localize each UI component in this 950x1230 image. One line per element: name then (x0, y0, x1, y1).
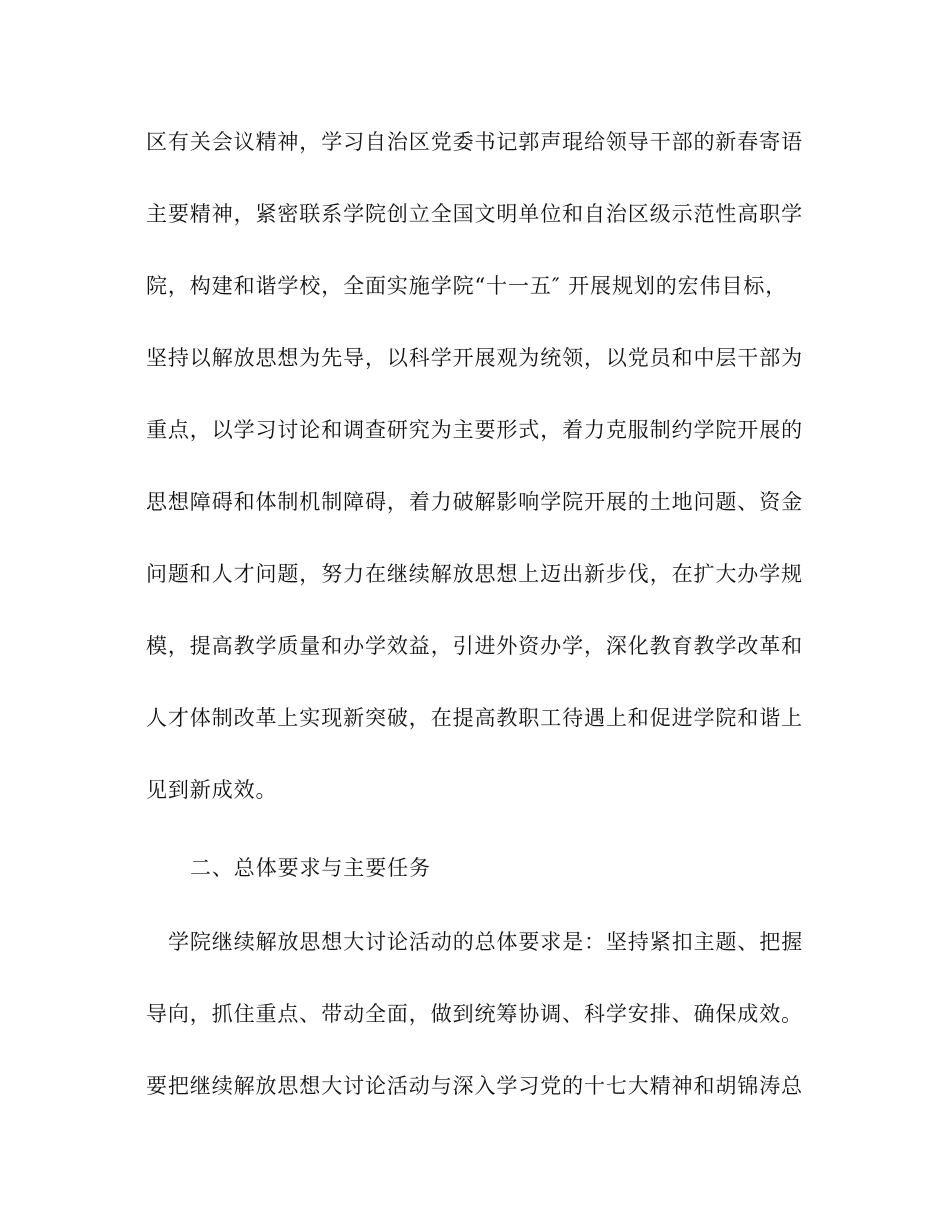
body-text-line: 模，提高教学质量和办学效益，引进外资办学，深化教育教学改革和 (146, 634, 803, 658)
body-text-line: 院，构建和谐学校，全面实施学院“十一五″ 开展规划的宏伟目标， (146, 274, 788, 298)
body-text-line: 导向，抓住重点、带动全面，做到统筹协调、科学安排、确保成效。 (146, 1002, 803, 1026)
body-text-line: 学院继续解放思想大讨论活动的总体要求是：坚持紧扣主题、把握 (168, 930, 804, 954)
body-text-line: 区有关会议精神，学习自治区党委书记郭声琨给领导干部的新春寄语 (146, 130, 803, 154)
body-text-line: 主要精神，紧密联系学院创立全国文明单位和自治区级示范性高职学 (146, 202, 803, 226)
body-text-line: 坚持以解放思想为先导，以科学开展观为统领，以党员和中层干部为 (146, 346, 803, 370)
section-heading: 二、总体要求与主要任务 (190, 856, 431, 880)
body-text-line: 问题和人才问题，努力在继续解放思想上迈出新步伐，在扩大办学规 (146, 562, 803, 586)
body-text-line: 人才体制改革上实现新突破，在提高教职工待遇上和促进学院和谐上 (146, 706, 803, 730)
body-text-line: 要把继续解放思想大讨论活动与深入学习党的十七大精神和胡锦涛总 (146, 1074, 803, 1098)
body-text-line: 思想障碍和体制机制障碍，着力破解影响学院开展的土地问题、资金 (146, 490, 803, 514)
body-text-line: 见到新成效。 (146, 778, 278, 802)
body-text-line: 重点，以学习讨论和调查研究为主要形式，着力克服制约学院开展的 (146, 418, 803, 442)
